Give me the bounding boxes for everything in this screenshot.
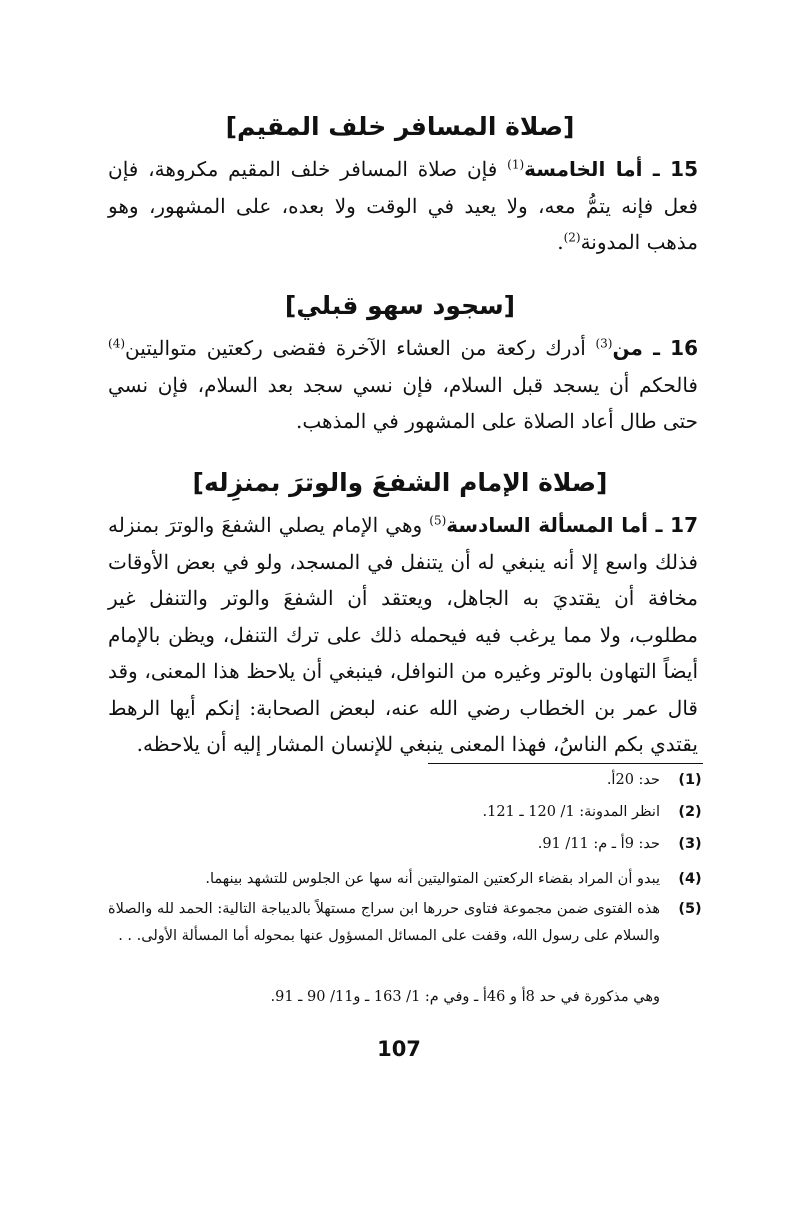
footnote-1 xyxy=(108,767,704,794)
footnote-2 xyxy=(108,799,704,826)
paragraph-16 xyxy=(108,330,698,440)
footnote-4-text: يبدو أن المراد بقضاء الركعتين المتواليتين أنه سها عن الجلوس للتشهد بينهما. xyxy=(205,871,660,887)
paragraph-17-lead: 17 ـ أما المسألة السادسة xyxy=(446,513,699,537)
footnote-3 xyxy=(108,831,704,858)
footnote-2-text: انظر المدونة: 1/ 120 ـ 121. xyxy=(482,804,660,820)
footnote-5-text: هذه الفتوى ضمن مجموعة فتاوى حررها ابن سراج مستهلاً بالديباجة التالية: الحمد لله والصلاة والسلام على رسول الله، وقفت على المسائل المسؤول عنها بمحوله أما المسألة الأولى. . . xyxy=(108,901,660,944)
paragraph-16-lead: 16 ـ من xyxy=(612,336,698,360)
footnote-4-number: (4) xyxy=(678,871,702,887)
footnote-ref-4: (4) xyxy=(108,336,126,351)
footnote-ref-5: (5) xyxy=(429,513,447,528)
section-heading-sujud-sahw: [سجود سهو قبلي] xyxy=(284,291,516,320)
section-heading-imam-shafa-witr: [صلاة الإمام الشفعَ والوترَ بمنزِله] xyxy=(192,468,608,497)
footnote-5-number: (5) xyxy=(678,901,702,917)
footnote-5-continuation xyxy=(108,984,704,1011)
paragraph-16-body-1: أدرك ركعة من العشاء الآخرة فقضى ركعتين متواليتين xyxy=(125,336,596,360)
footnote-ref-1: (1) xyxy=(507,157,525,172)
paragraph-17-body: وهي الإمام يصلي الشفعَ والوترَ بمنزله فذلك واسع إلا أنه ينبغي له أن يتنفل في المسجد، ولو في بعض الأوقات مخافة أن يقتديَ به الجاهل، ويعتقد أن الشفعَ والوتر والتنفل غير مطلوب، ولا مما يرغب فيه فيحمله ذلك على ترك التنفل، ويظن بالإمام أيضاً التهاون بالوتر وغيره من النوافل، فينبغي أن يلاحظ هذا المعنى، وقد قال عمر بن الخطاب رضي الله عنه، لبعض الصحابة: إنكم أيها الرهط يقتدي بكم الناسُ، فهذا المعنى ينبغي للإنسان المشار إليه أن يلاحظه. xyxy=(108,513,698,756)
paragraph-16-body-2: فالحكم أن يسجد قبل السلام، فإن نسي سجد بعد السلام، فإن نسي حتى طال أعاد الصلاة على المشهور في المذهب. xyxy=(108,372,698,433)
paragraph-15 xyxy=(108,151,698,261)
footnote-3-number: (3) xyxy=(678,836,702,852)
footnote-ref-2: (2) xyxy=(563,230,581,245)
footnote-3-text: حد: 9أ ـ م: 11/ 91. xyxy=(537,836,660,852)
page-number: 107 xyxy=(377,1037,421,1061)
section-heading-traveler-prayer: [صلاة المسافر خلف المقيم] xyxy=(225,112,575,141)
footnote-1-number: (1) xyxy=(678,772,702,788)
paragraph-17 xyxy=(108,507,698,763)
paragraph-15-lead: 15 ـ أما الخامسة xyxy=(524,157,699,181)
footnote-separator xyxy=(428,763,703,764)
footnote-1-text: حد: 20أ. xyxy=(606,772,660,788)
footnote-ref-3: (3) xyxy=(595,336,613,351)
paragraph-15-body: فإن صلاة المسافر خلف المقيم مكروهة، فإن فعل فإنه يتمُّ معه، ولا يعيد في الوقت ولا بعده، على المشهور، وهو مذهب المدونة xyxy=(108,157,698,254)
paragraph-15-end: . xyxy=(557,230,564,254)
footnote-5-continuation-text: وهي مذكورة في حد 8أ و 46أ ـ وفي م: 1/ 163 ـ و11/ 90 ـ 91. xyxy=(270,989,660,1005)
footnote-4 xyxy=(108,866,704,893)
footnote-2-number: (2) xyxy=(678,804,702,820)
footnote-5 xyxy=(108,896,704,950)
